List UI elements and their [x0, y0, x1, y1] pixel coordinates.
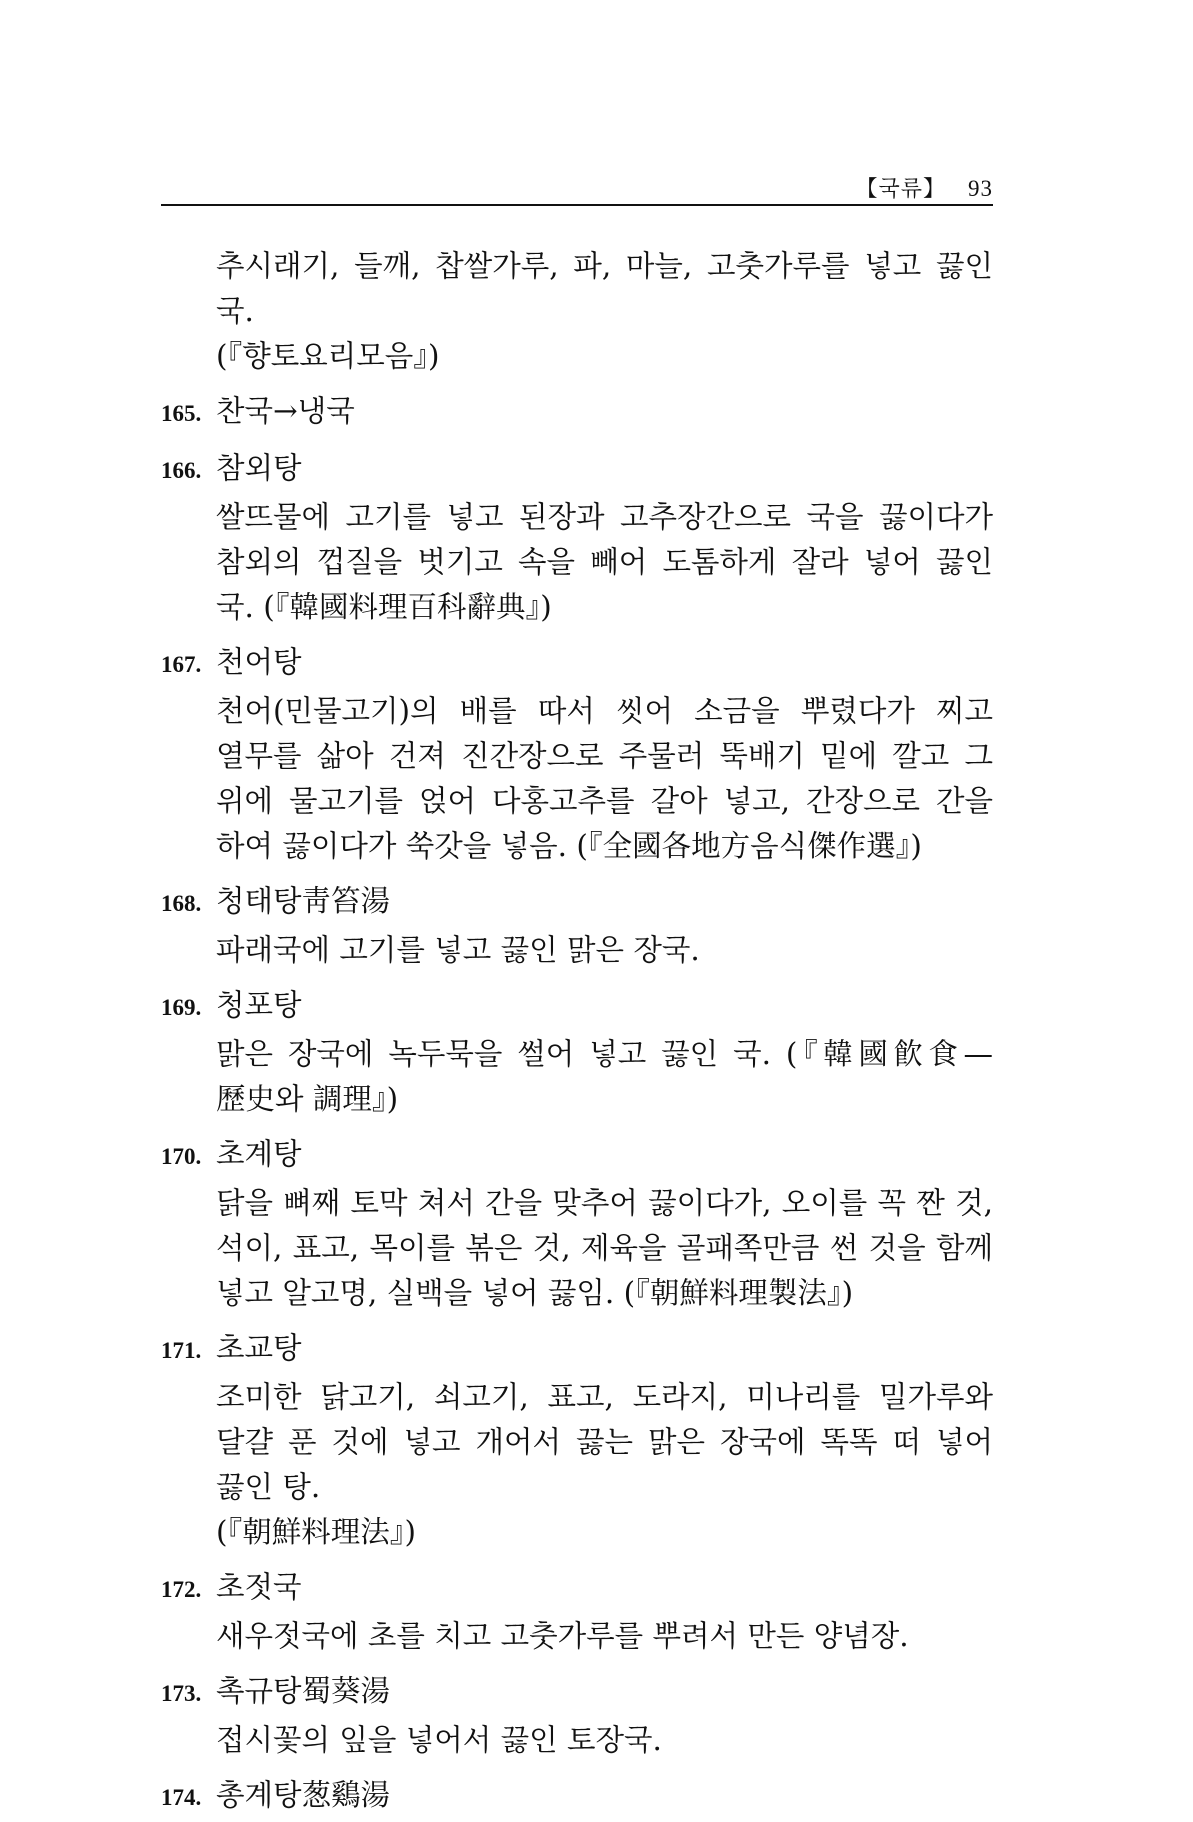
- header-rule: [161, 204, 993, 206]
- entry-number: 172.: [161, 1577, 202, 1602]
- entry-heading: [161, 1773, 993, 1820]
- entry-title: 찬국→냉국: [216, 394, 355, 428]
- section-label: 【국류】: [855, 177, 946, 202]
- entry-description: 쌀뜨물에 고기를 넣고 된장과 고추장간으로 국을 끓이다가 참외의 껍질을 벗기고 속을 빼어 도톰하게 잘라 넣어 끓인 국. (『韓國料理百科辭典』): [216, 500, 993, 624]
- entry-number: 171.: [161, 1338, 202, 1363]
- entry-description: 새우젓국에 초를 치고 고춧가루를 뿌려서 만든 양념장.: [216, 1619, 909, 1653]
- entry-169: [161, 983, 993, 1122]
- entry-heading: [161, 1565, 993, 1612]
- entry-heading: [161, 1132, 993, 1179]
- entry-description: 접시꽃의 잎을 넣어서 끓인 토장국.: [216, 1723, 662, 1757]
- entry-heading: [161, 389, 993, 436]
- entry-number: 174.: [161, 1785, 202, 1810]
- entry-number: 170.: [161, 1144, 202, 1169]
- entry-title: 초젓국: [216, 1570, 302, 1604]
- entry-165: [161, 389, 993, 436]
- entry-title: 초교탕: [216, 1331, 302, 1365]
- entry-title: 참외탕: [216, 451, 302, 485]
- entry-167: [161, 640, 993, 869]
- entry-title: 천어탕: [216, 645, 302, 679]
- entry-number: 167.: [161, 652, 202, 677]
- entry-number: 168.: [161, 891, 202, 916]
- page-body: [161, 244, 993, 1822]
- entry-title: 초계탕: [216, 1137, 302, 1171]
- entry-174: [161, 1773, 993, 1820]
- entry-number: 166.: [161, 458, 202, 483]
- entry-166: [161, 446, 993, 630]
- entry-173: [161, 1669, 993, 1763]
- entry-description: 파래국에 고기를 넣고 끓인 맑은 장국.: [216, 933, 700, 967]
- entry-title: 총계탕葱鷄湯: [216, 1778, 390, 1812]
- running-header: [161, 160, 993, 206]
- continued-paragraph: 추시래기, 들깨, 찹쌀가루, 파, 마늘, 고춧가루를 넣고 끓인 국. (『향토요리모음』): [216, 249, 993, 373]
- entry-heading: [161, 879, 993, 926]
- page-number: 93: [968, 176, 993, 201]
- entry-number: 173.: [161, 1681, 202, 1706]
- entry-168: [161, 879, 993, 973]
- entry-heading: [161, 640, 993, 687]
- entry-description: 닭을 뼈째 토막 쳐서 간을 맞추어 끓이다가, 오이를 꼭 짠 것, 석이, 표고, 목이를 볶은 것, 제육을 골패쪽만큼 썬 것을 함께 넣고 알고명, 실백을 넣어 끓임. (『朝鮮料理製法』): [216, 1186, 993, 1310]
- entry-description: 천어(민물고기)의 배를 따서 씻어 소금을 뿌렸다가 찌고 열무를 삶아 건져 진간장으로 주물러 뚝배기 밑에 깔고 그 위에 물고기를 얹어 다홍고추를 갈아 넣고, 간장으로 간을 하여 끓이다가 쑥갓을 넣음. (『全國各地方음식傑作選』): [216, 694, 993, 863]
- entry-171: [161, 1326, 993, 1555]
- entry-title: 촉규탕蜀葵湯: [216, 1674, 390, 1708]
- entry-title: 청태탕靑笞湯: [216, 884, 390, 918]
- entry-description: 맑은 장국에 녹두묵을 썰어 넣고 끓인 국. (『韓國飮食—歷史와 調理』): [216, 1037, 993, 1116]
- entry-number: 169.: [161, 995, 202, 1020]
- entry-heading: [161, 983, 993, 1030]
- header-text: [855, 172, 993, 203]
- entry-heading: [161, 1326, 993, 1373]
- entry-170: [161, 1132, 993, 1316]
- entry-heading: [161, 1669, 993, 1716]
- entry-description: 조미한 닭고기, 쇠고기, 표고, 도라지, 미나리를 밀가루와 달걀 푼 것에 넣고 개어서 끓는 맑은 장국에 똑똑 떠 넣어 끓인 탕. (『朝鮮料理法』): [216, 1380, 993, 1549]
- entry-172: [161, 1565, 993, 1659]
- entry-heading: [161, 446, 993, 493]
- entry-number: 165.: [161, 401, 202, 426]
- entry-title: 청포탕: [216, 988, 302, 1022]
